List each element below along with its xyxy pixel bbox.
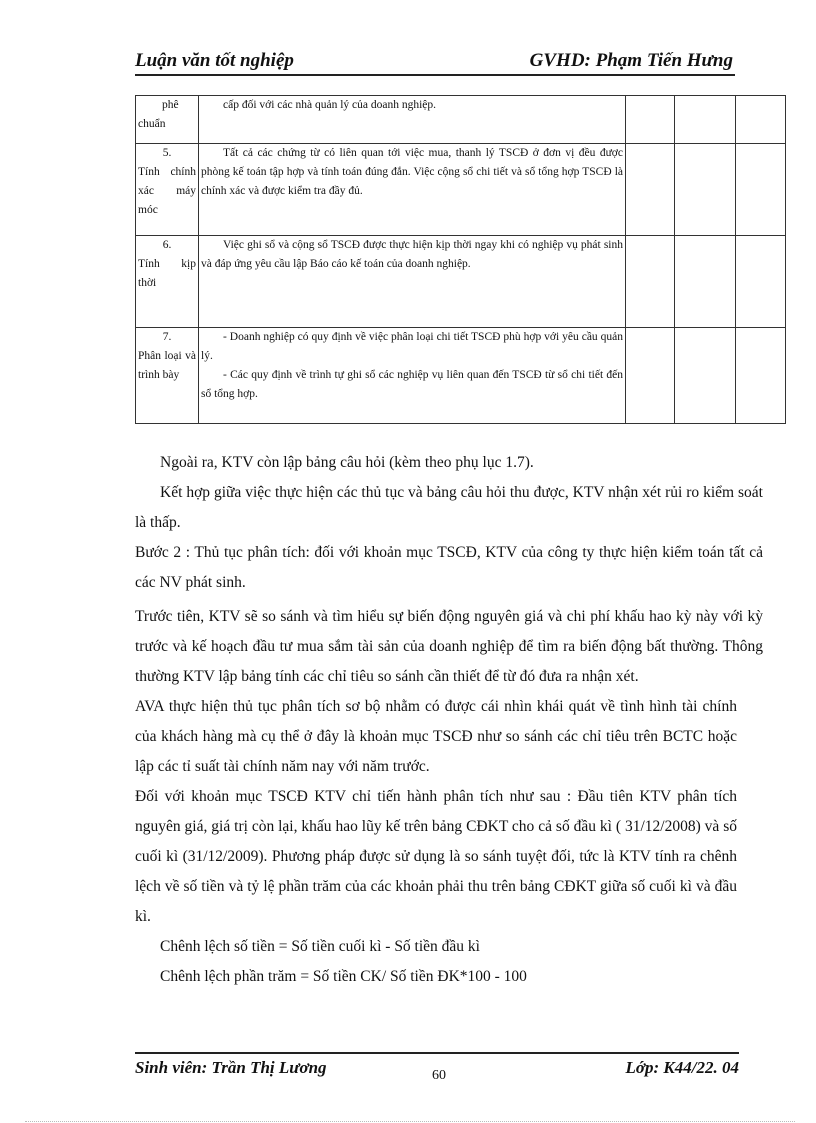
- check-cell: [626, 144, 675, 236]
- check-cell: [736, 96, 786, 144]
- page-edge-divider: [25, 1121, 795, 1122]
- page-header: [135, 48, 735, 76]
- check-cell: [675, 96, 736, 144]
- objective-cell: phê chuẩn: [136, 96, 199, 144]
- procedure-cell: Tất cả các chứng từ có liên quan tới việc mua, thanh lý TSCĐ ở đơn vị đều được phòng kế toán tập hợp và tính toán đúng đắn. Việc cộng sổ chi tiết và sổ tổng hợp TSCĐ là chính xác và được kiểm tra đầy đủ.: [199, 144, 626, 236]
- check-cell: [626, 96, 675, 144]
- paragraph: Bước 2 : Thủ tục phân tích: đối với khoản mục TSCĐ, KTV của công ty thực hiện kiểm toán tất cả các NV phát sinh.: [135, 544, 763, 591]
- check-cell: [626, 328, 675, 424]
- check-cell: [736, 236, 786, 328]
- procedure-cell: cấp đối với các nhà quản lý của doanh nghiệp.: [199, 96, 626, 144]
- paragraph: Ngoài ra, KTV còn lập bảng câu hỏi (kèm theo phụ lục 1.7).: [160, 454, 534, 471]
- check-cell: [626, 236, 675, 328]
- thesis-title: Luận văn tốt nghiệp: [135, 50, 294, 71]
- objective-cell: 6. Tính kịp thời: [136, 236, 199, 328]
- table-row: [136, 236, 786, 328]
- formula: Chênh lệch phần trăm = Số tiền CK/ Số tiền ĐK*100 - 100: [160, 968, 527, 985]
- table-row: [136, 144, 786, 236]
- paragraph: Kết hợp giữa việc thực hiện các thủ tục và bảng câu hỏi thu được, KTV nhận xét rủi ro kiểm soát là thấp.: [135, 484, 763, 531]
- class-code: Lớp: K44/22. 04: [625, 1058, 739, 1077]
- check-cell: [675, 328, 736, 424]
- formula: Chênh lệch số tiền = Số tiền cuối kì - Số tiền đầu kì: [160, 938, 480, 955]
- objective-cell: 5. Tính chính xác máy móc: [136, 144, 199, 236]
- check-cell: [736, 328, 786, 424]
- body-text: [135, 448, 763, 992]
- check-cell: [675, 236, 736, 328]
- objective-cell: 7. Phân loại và trình bày: [136, 328, 199, 424]
- paragraph: Đối với khoản mục TSCĐ KTV chỉ tiến hành phân tích như sau : Đầu tiên KTV phân tích nguyên giá, giá trị còn lại, khấu hao lũy kế trên bảng CĐKT cho cả số đầu kì ( 31/12/2008) và số cuối kì (31/12/2009). Phương pháp được sử dụng là so sánh tuyệt đối, tức là KTV tính ra chênh lệch về số tiền và tỷ lệ phần trăm của các khoản phải thu trên bảng CĐKT giữa số cuối kì và đầu kì.: [135, 788, 737, 925]
- paragraph: Trước tiên, KTV sẽ so sánh và tìm hiểu sự biến động nguyên giá và chi phí khấu hao kỳ này với kỳ trước và kế hoạch đầu tư mua sắm tài sản của doanh nghiệp để tìm ra biến động bất thường. Thông thường KTV lập bảng tính các chỉ tiêu so sánh cần thiết để từ đó đưa ra nhận xét.: [135, 608, 763, 685]
- table-row: [136, 96, 786, 144]
- check-cell: [675, 144, 736, 236]
- procedure-cell: - Doanh nghiệp có quy định về việc phân loại chi tiết TSCĐ phù hợp với yêu cầu quản lý. - Các quy định về trình tự ghi sổ các nghiệp vụ liên quan đến TSCĐ từ sổ chi tiết đến sổ tổng hợp.: [199, 328, 626, 424]
- table-row: [136, 328, 786, 424]
- procedure-cell: Việc ghi sổ và cộng sổ TSCĐ được thực hiện kịp thời ngay khi có nghiệp vụ phát sinh và đáp ứng yêu cầu lập Báo cáo kế toán của doanh nghiệp.: [199, 236, 626, 328]
- page-number: 60: [432, 1068, 446, 1083]
- student-name: Sinh viên: Trần Thị Lương: [135, 1058, 327, 1077]
- advisor-name: GVHD: Phạm Tiến Hưng: [529, 50, 733, 71]
- paragraph: AVA thực hiện thủ tục phân tích sơ bộ nhằm có được cái nhìn khái quát về tình hình tài chính của khách hàng mà cụ thể ở đây là khoản mục TSCĐ như so sánh các chỉ tiêu trên BCTC hoặc lập các tỉ suất tài chính năm nay với năm trước.: [135, 698, 737, 775]
- control-table: [135, 95, 786, 424]
- check-cell: [736, 144, 786, 236]
